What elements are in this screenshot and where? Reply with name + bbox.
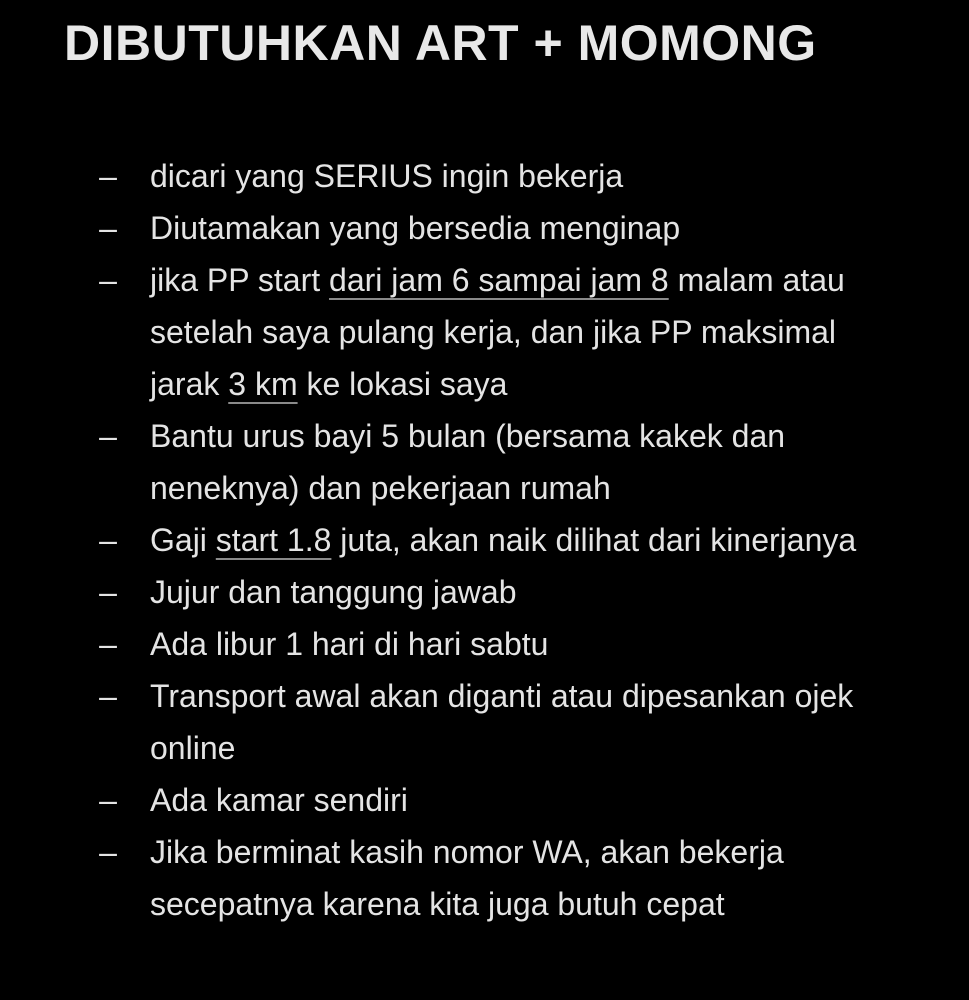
requirement-item <box>0 774 969 826</box>
requirement-text: Ada libur 1 hari di hari sabtu <box>150 626 549 662</box>
underlined-text: 3 km <box>228 366 298 402</box>
bullet-dash: – <box>99 158 117 194</box>
requirement-item <box>0 826 969 930</box>
requirement-text: Gaji <box>150 522 216 558</box>
requirement-item <box>0 618 969 670</box>
bullet-dash: – <box>99 678 117 714</box>
requirement-text: Jujur dan tanggung jawab <box>150 574 517 610</box>
requirement-text: juta, akan naik dilihat dari kinerjanya <box>331 522 857 558</box>
requirement-text: Transport awal akan diganti atau dipesankan ojek online <box>150 678 854 766</box>
requirement-text: Bantu urus bayi 5 bulan (bersama kakek dan neneknya) dan pekerjaan rumah <box>150 418 786 506</box>
requirement-text: ke lokasi saya <box>297 366 508 402</box>
requirement-text: malam atau setelah saya pulang kerja, dan jika PP maksimal jarak <box>150 262 845 402</box>
requirement-item <box>0 514 969 566</box>
requirement-item <box>0 670 969 774</box>
bullet-dash: – <box>99 210 117 246</box>
requirement-item <box>0 410 969 514</box>
bullet-dash: – <box>99 522 117 558</box>
requirement-text: Diutamakan yang bersedia menginap <box>150 210 681 246</box>
bullet-dash: – <box>99 574 117 610</box>
bullet-dash: – <box>99 418 117 454</box>
requirement-item <box>0 202 969 254</box>
bullet-dash: – <box>99 262 117 298</box>
requirement-text: Ada kamar sendiri <box>150 782 408 818</box>
requirements-list <box>0 150 969 930</box>
requirement-text: jika PP start <box>150 262 330 298</box>
underlined-text: dari jam 6 sampai jam 8 <box>329 262 669 298</box>
bullet-dash: – <box>99 834 117 870</box>
requirement-item <box>0 566 969 618</box>
page-title: DIBUTUHKAN ART + MOMONG <box>64 15 817 71</box>
requirement-item <box>0 254 969 410</box>
bullet-dash: – <box>99 626 117 662</box>
underlined-text: start 1.8 <box>215 522 332 558</box>
bullet-dash: – <box>99 782 117 818</box>
requirement-item <box>0 150 969 202</box>
requirement-text: Jika berminat kasih nomor WA, akan bekerja secepatnya karena kita juga butuh cepat <box>150 834 784 922</box>
requirement-text: dicari yang SERIUS ingin bekerja <box>150 158 624 194</box>
